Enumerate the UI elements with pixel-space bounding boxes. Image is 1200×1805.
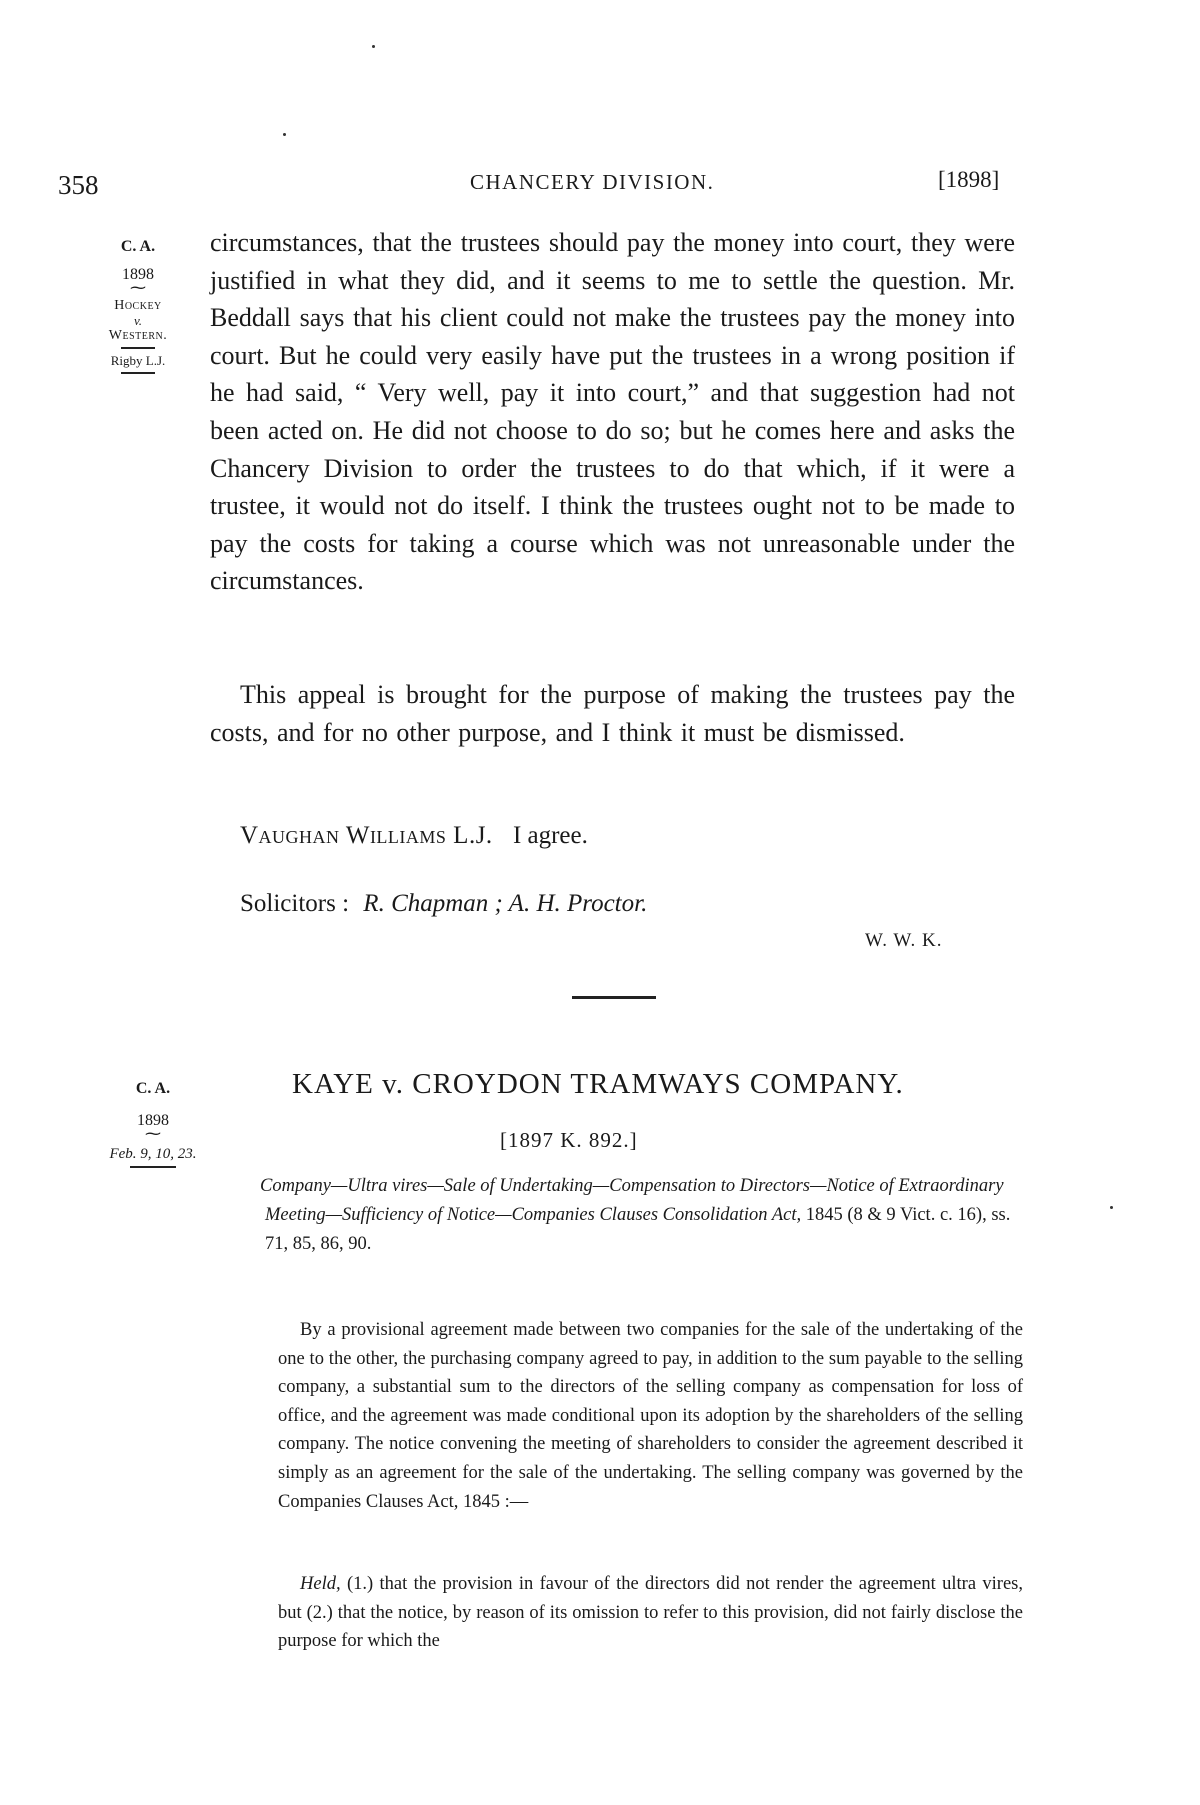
concurrence xyxy=(240,822,588,850)
margin-case-v: v. xyxy=(133,313,143,328)
headnote-paragraph-1: By a provisional agreement made between two companies for the sale of the undertaking of the one to the other, the purchasing company agreed to pay, in addition to the sum payable to the selling company, a substantial sum to the directors of the selling company as compensation for loss of office, and the agreement was made conditional upon its adoption by the shareholders of the selling company. The notice convening the meeting of shareholders to consider the agreement described it simply as an agreement for the sale of the undertaking. The selling company was governed by the Companies Clauses Act, 1845 :— xyxy=(278,1320,1023,1512)
margin-rule xyxy=(121,347,155,349)
margin-court: C. A. xyxy=(135,1080,171,1097)
reporter-initials: W. W. K. xyxy=(865,930,943,951)
tilde-mark: ⁓ xyxy=(130,280,146,297)
catchwords-statute: 1845 (8 & 9 Vict. c. 16), ss. 71, 85, 86, 90. xyxy=(265,1205,1011,1254)
margin-court: C. A. xyxy=(120,238,156,255)
held-text: (1.) that the provision in favour of the directors did not render the agreement ultra vires, but (2.) that the notice, by reason of its omission to refer to this provision, did not fairly disclose the purpose for which the xyxy=(278,1574,1024,1652)
concurrence-text: I agree. xyxy=(512,822,588,849)
solicitors-label: Solicitors : xyxy=(240,890,350,917)
case-title: KAYE v. CROYDON TRAMWAYS COMPANY. xyxy=(292,1068,904,1100)
page-number: 358 xyxy=(58,170,99,200)
solicitors-names: R. Chapman ; A. H. Proctor. xyxy=(363,890,648,917)
tilde-mark: ⁓ xyxy=(145,1126,161,1143)
solicitors-line xyxy=(240,890,647,918)
margin-note-kaye xyxy=(98,1080,208,1171)
year-bracket: [1898] xyxy=(938,167,1000,192)
margin-year: 1898 xyxy=(122,266,154,283)
print-speck xyxy=(1110,1206,1113,1209)
margin-case-line1: Hockey xyxy=(114,298,162,313)
margin-rule xyxy=(121,372,155,374)
print-speck xyxy=(372,45,375,48)
print-speck xyxy=(283,133,286,136)
concurring-judge: Vaughan Williams L.J. xyxy=(240,822,493,849)
margin-rule xyxy=(130,1166,176,1168)
held-label: Held, xyxy=(300,1574,341,1594)
running-head: CHANCERY DIVISION. xyxy=(470,170,715,194)
catchwords xyxy=(225,1172,1025,1259)
headnote-paragraph-2 xyxy=(278,1570,1023,1656)
judgment-paragraph-2: This appeal is brought for the purpose of making the trustees pay the costs, and for no other purpose, and I think it must be dismissed. xyxy=(210,680,1015,747)
margin-note-hockey-western xyxy=(93,238,183,377)
margin-case-line2: Western. xyxy=(108,328,168,343)
section-divider xyxy=(572,996,656,999)
margin-dates: Feb. 9, 10, 23. xyxy=(109,1146,197,1162)
judgment-paragraph-1: circumstances, that the trustees should pay the money into court, they were justified in what they did, and it seems to me to settle the question. Mr. Beddall says that his client could not make the trustees pay the money into court. But he could very easily have put the trustees in a wrong position if he had said, “ Very well, pay it into court,” and that suggestion had not been acted on. He did not choose to do so; but he comes here and asks the Chancery Division to order the trustees to do that which, if it were a trustee, it would not do itself. I think the trustees ought not to be made to pay the costs for taking a course which was not unreasonable under the circumstances. xyxy=(210,228,1015,596)
catchwords-italic: Company—Ultra vires—Sale of Undertaking—Compensation to Directors—Notice of Extraordinary Meeting—Sufficiency of Notice—Companies Clauses Consolidation Act, xyxy=(260,1176,1004,1225)
case-citation: [1897 K. 892.] xyxy=(500,1128,638,1152)
margin-judge: Rigby L.J. xyxy=(110,353,166,368)
margin-year: 1898 xyxy=(137,1112,169,1129)
